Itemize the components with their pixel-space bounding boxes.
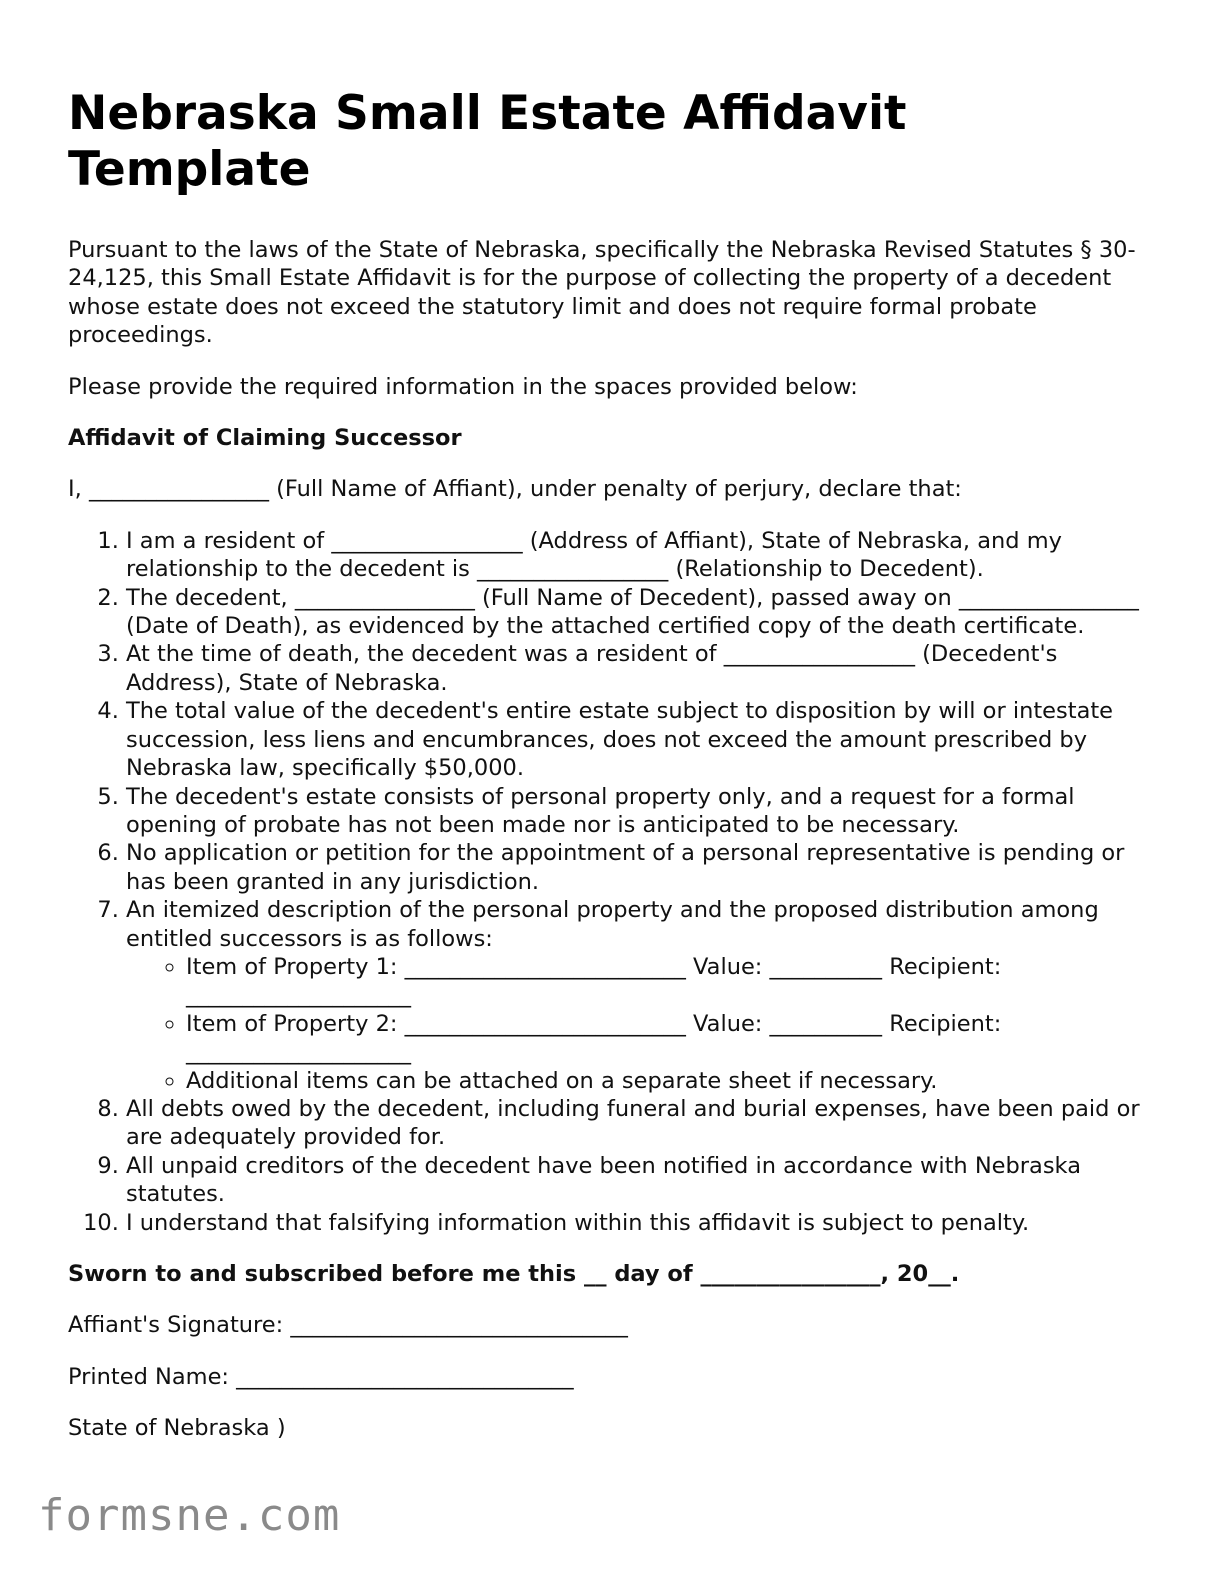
property-item: ◦ Item of Property 1: _________________________ Value: __________ Recipient: ____________________ (186, 953, 1163, 1010)
statement-item: 3. At the time of death, the decedent was a resident of _________________ (Decedent's Address), State of Nebraska. (126, 640, 1163, 697)
property-item: ◦ Item of Property 2: _________________________ Value: __________ Recipient: ____________________ (186, 1010, 1163, 1067)
statement-text: An itemized description of the personal property and the proposed distribution among entitled successors is as follows: (126, 897, 1099, 952)
document-page (68, 86, 1163, 1466)
affidavit-statements-list (68, 527, 1163, 1237)
page-title: Nebraska Small Estate Affidavit Template (68, 86, 907, 197)
instruction-paragraph: Please provide the required information in the spaces provided below: (68, 373, 858, 400)
statement-item: 2. The decedent, ________________ (Full Name of Decedent), passed away on ________________ (Date of Death), as evidenced by the attached certified copy of the death certificate. (126, 584, 1163, 641)
declaration-paragraph: I, ________________ (Full Name of Affiant), under penalty of perjury, declare that: (68, 476, 962, 503)
intro-paragraph: Pursuant to the laws of the State of Nebraska, specifically the Nebraska Revised Statutes § 30-24,125, this Small Estate Affidavit is for the purpose of collecting the property of a decedent whose estate does not exceed the statutory limit and does not require formal probate proceedings. (68, 237, 1136, 349)
printed-name-line: Printed Name: ______________________________ (68, 1363, 574, 1390)
signature-line: Affiant's Signature: ______________________________ (68, 1312, 628, 1339)
statement-item: 10. I understand that falsifying information within this affidavit is subject to penalty. (126, 1209, 1163, 1237)
statement-item: 6. No application or petition for the appointment of a personal representative is pending or has been granted in any jurisdiction. (126, 839, 1163, 896)
property-note: ◦ Additional items can be attached on a separate sheet if necessary. (186, 1067, 1163, 1095)
section-heading: Affidavit of Claiming Successor (68, 425, 462, 452)
property-list (126, 953, 1163, 1095)
statement-item: 5. The decedent's estate consists of personal property only, and a request for a formal opening of probate has not been made nor is anticipated to be necessary. (126, 783, 1163, 840)
sworn-statement: Sworn to and subscribed before me this __ day of ________________, 20__. (68, 1261, 960, 1287)
statement-item: 4. The total value of the decedent's entire estate subject to disposition by will or intestate succession, less liens and encumbrances, does not exceed the amount prescribed by Nebraska law, specifically $50,000. (126, 697, 1163, 782)
state-line: State of Nebraska ) (68, 1415, 286, 1442)
statement-item-property (126, 896, 1163, 1095)
watermark: formsne.com (38, 1490, 341, 1541)
statement-item: 9. All unpaid creditors of the decedent have been notified in accordance with Nebraska statutes. (126, 1152, 1163, 1209)
statement-item: 8. All debts owed by the decedent, including funeral and burial expenses, have been paid or are adequately provided for. (126, 1095, 1163, 1152)
statement-item: 1. I am a resident of _________________ (Address of Affiant), State of Nebraska, and my relationship to the decedent is _________________ (Relationship to Decedent). (126, 527, 1163, 584)
